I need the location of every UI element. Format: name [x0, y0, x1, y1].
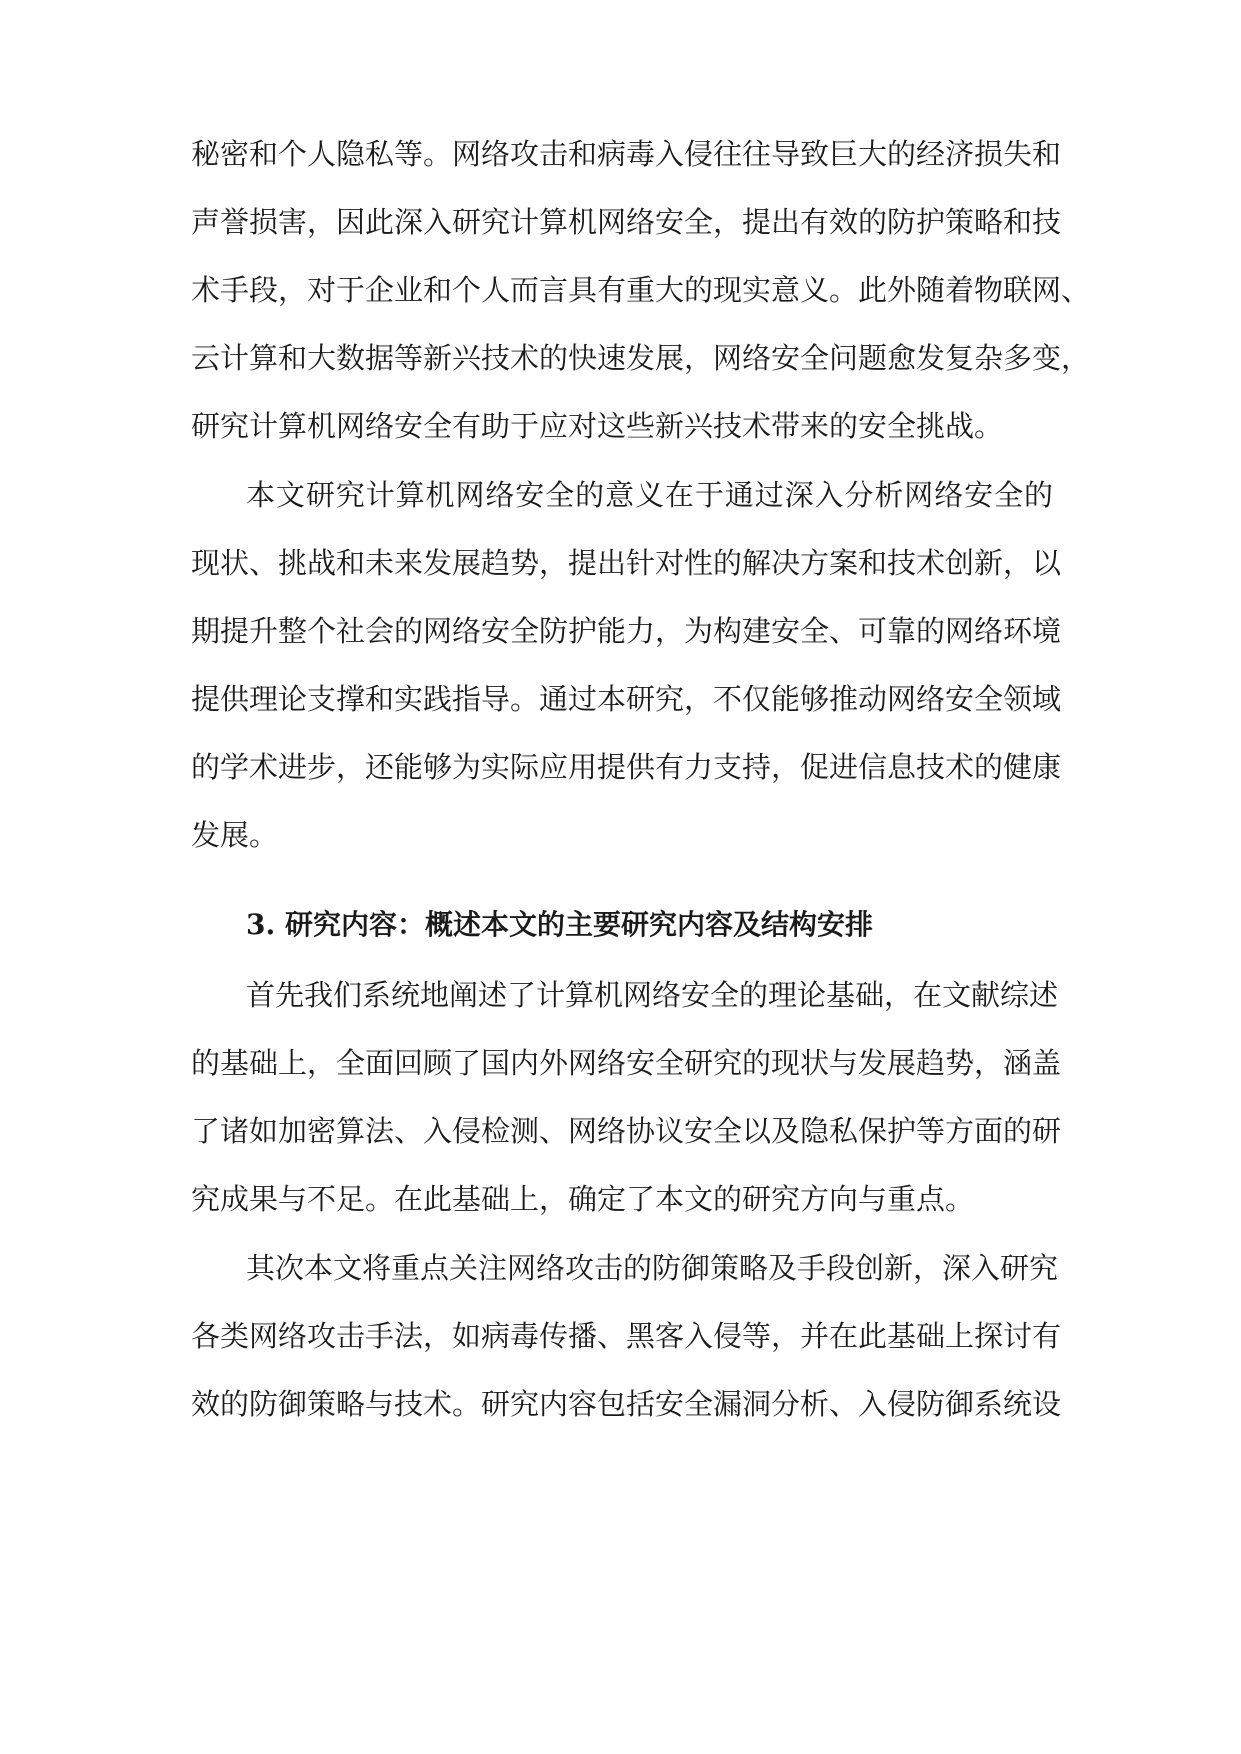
paragraph-2-line-4: 提供理论支撑和实践指导。通过本研究，不仅能够推动网络安全领域 [191, 682, 1062, 716]
paragraph-3-line-2: 的基础上，全面回顾了国内外网络安全研究的现状与发展趋势，涵盖 [191, 1046, 1062, 1080]
paragraph-3-line-1: 首先我们系统地阐述了计算机网络安全的理论基础，在文献综述 [246, 978, 1059, 1012]
paragraph-2-line-2: 现状、挑战和未来发展趋势，提出针对性的解决方案和技术创新，以 [191, 546, 1062, 580]
paragraph-1-line-1: 秘密和个人隐私等。网络攻击和病毒入侵往往导致巨大的经济损失和 [191, 137, 1062, 171]
paragraph-2-line-3: 期提升整个社会的网络安全防护能力，为构建安全、可靠的网络环境 [191, 614, 1062, 648]
paragraph-3-line-4: 究成果与不足。在此基础上，确定了本文的研究方向与重点。 [191, 1182, 975, 1216]
paragraph-3-line-3: 了诸如加密算法、入侵检测、网络协议安全以及隐私保护等方面的研 [191, 1114, 1062, 1148]
section-heading: 3. 研究内容：概述本文的主要研究内容及结构安排 [246, 908, 873, 941]
paragraph-4-line-2: 各类网络攻击手法，如病毒传播、黑客入侵等，并在此基础上探讨有 [191, 1319, 1062, 1353]
paragraph-4-line-1: 其次本文将重点关注网络攻击的防御策略及手段创新，深入研究 [246, 1251, 1059, 1285]
paragraph-1-line-2: 声誉损害，因此深入研究计算机网络安全，提出有效的防护策略和技 [191, 205, 1062, 239]
paragraph-4-line-3: 效的防御策略与技术。研究内容包括安全漏洞分析、入侵防御系统设 [191, 1387, 1062, 1421]
paragraph-2-line-1: 本文研究计算机网络安全的意义在于通过深入分析网络安全的 [246, 478, 1053, 512]
paragraph-2-line-6: 发展。 [191, 818, 279, 852]
paragraph-1-line-4: 云计算和大数据等新兴技术的快速发展，网络安全问题愈发复杂多变， [191, 341, 1091, 375]
paragraph-1-line-5: 研究计算机网络安全有助于应对这些新兴技术带来的安全挑战。 [191, 409, 1004, 443]
paragraph-1-line-3: 术手段，对于企业和个人而言具有重大的现实意义。此外随着物联网、 [191, 273, 1091, 307]
paragraph-2-line-5: 的学术进步，还能够为实际应用提供有力支持，促进信息技术的健康 [191, 750, 1062, 784]
